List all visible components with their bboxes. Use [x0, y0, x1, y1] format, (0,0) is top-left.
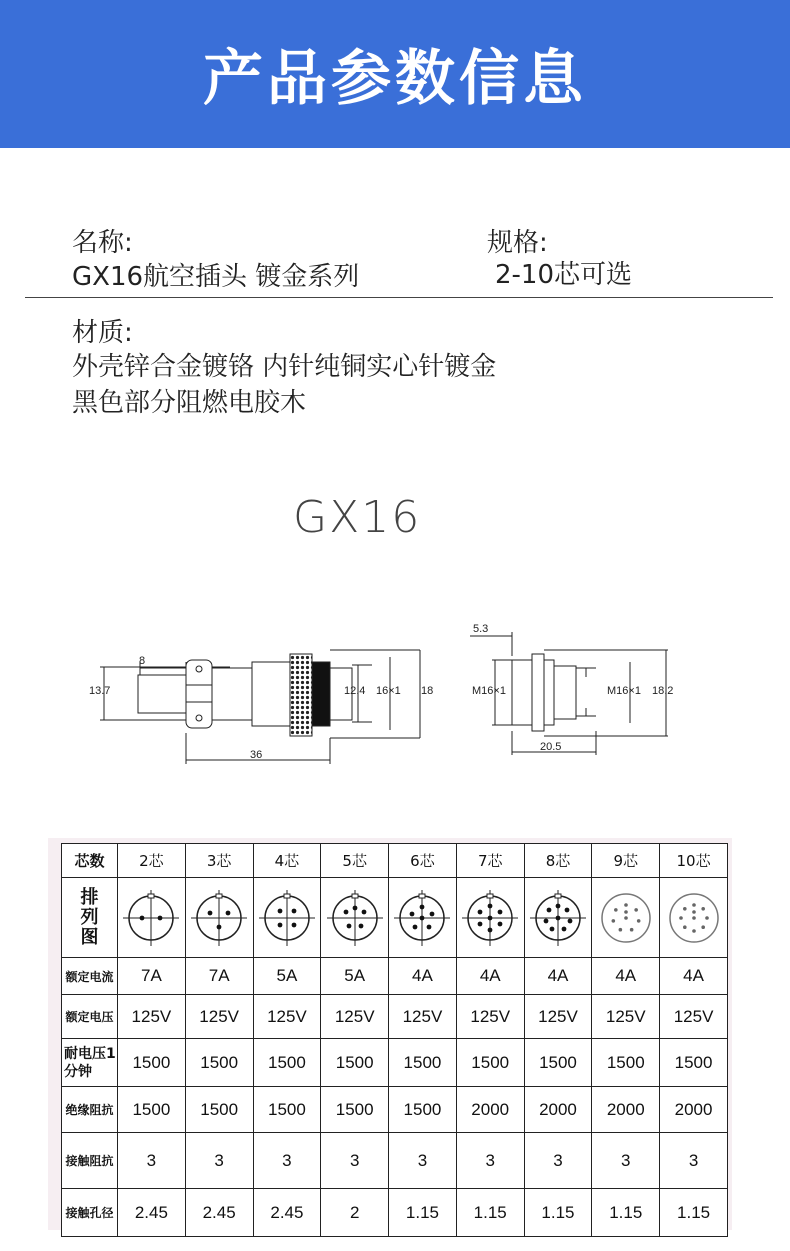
table-cell: 4A — [592, 958, 660, 995]
table-cell: 1.15 — [592, 1189, 660, 1237]
table-cell: 125V — [253, 995, 321, 1039]
table-cell: 4A — [456, 958, 524, 995]
table-cell: 3 — [321, 1133, 389, 1189]
pin-dot — [701, 907, 705, 911]
pin-dot — [618, 927, 622, 931]
pin-dot — [478, 909, 483, 914]
page-title: 产品参数信息 — [203, 44, 587, 114]
table-row — [62, 878, 728, 958]
pin-dot — [343, 909, 348, 914]
table-cell: 1.15 — [660, 1189, 728, 1237]
dim-5-3: 5.3 — [473, 623, 489, 635]
spec-table — [61, 843, 728, 1237]
core-header: 8芯 — [524, 844, 592, 878]
pin-layout-cell — [389, 878, 457, 958]
dim-16x1: 16×1 — [376, 685, 401, 697]
pin-layout-cell — [592, 878, 660, 958]
key-notch — [148, 894, 154, 898]
table-cell: 125V — [118, 995, 186, 1039]
table-row — [62, 844, 728, 878]
table-cell: 125V — [592, 995, 660, 1039]
key-notch — [352, 894, 358, 898]
core-header: 9芯 — [592, 844, 660, 878]
dim-18: 18 — [421, 685, 434, 697]
table-cell: 125V — [660, 995, 728, 1039]
pin-dot — [413, 924, 418, 929]
pin-dot — [705, 916, 709, 920]
key-notch — [419, 894, 425, 898]
pin-dot — [683, 925, 687, 929]
table-cell: 1500 — [118, 1087, 186, 1133]
table-cell: 1500 — [389, 1087, 457, 1133]
table-cell: 7A — [185, 958, 253, 995]
pin-layout-icon — [189, 888, 249, 948]
pin-layout-cell — [456, 878, 524, 958]
table-cell: 4A — [389, 958, 457, 995]
pin-layout-cell — [660, 878, 728, 958]
table-cell: 3 — [389, 1133, 457, 1189]
dimension-drawings — [0, 610, 790, 780]
name-label: 名称: — [72, 228, 133, 258]
pin-dot — [278, 908, 283, 913]
pin-dot — [292, 908, 297, 913]
pin-layout-icon — [257, 888, 317, 948]
table-row — [62, 1039, 728, 1087]
pin-layout-cell — [118, 878, 186, 958]
pin-dot — [692, 903, 696, 907]
pin-layout-cell — [253, 878, 321, 958]
pin-dot — [614, 908, 618, 912]
pin-layout-icon — [664, 888, 724, 948]
table-cell: 2.45 — [118, 1189, 186, 1237]
pin-dot — [556, 903, 561, 908]
pin-dot — [556, 915, 561, 920]
pin-dot — [568, 918, 573, 923]
core-header: 4芯 — [253, 844, 321, 878]
header-cores-label: 芯数 — [62, 844, 118, 878]
table-cell: 3 — [118, 1133, 186, 1189]
core-header: 7芯 — [456, 844, 524, 878]
core-header: 5芯 — [321, 844, 389, 878]
pin-dot — [208, 910, 213, 915]
core-header: 10芯 — [660, 844, 728, 878]
pin-dot — [547, 907, 552, 912]
table-cell: 4A — [524, 958, 592, 995]
spec-label: 规格: — [487, 228, 548, 258]
table-cell: 2000 — [660, 1087, 728, 1133]
table-cell: 1.15 — [456, 1189, 524, 1237]
table-cell: 1500 — [185, 1087, 253, 1133]
pin-layout-icon — [325, 888, 385, 948]
layout-label: 排 列 图 — [62, 878, 118, 958]
table-cell: 125V — [456, 995, 524, 1039]
pin-dot — [498, 909, 503, 914]
table-cell: 1500 — [389, 1039, 457, 1087]
divider — [25, 297, 773, 298]
table-cell: 1500 — [592, 1039, 660, 1087]
pin-layout-cell — [185, 878, 253, 958]
pin-dot — [692, 916, 696, 920]
dim-m16-b: M16×1 — [607, 685, 641, 697]
table-cell: 125V — [185, 995, 253, 1039]
pin-dot — [217, 924, 222, 929]
table-row — [62, 958, 728, 995]
table-cell: 2000 — [592, 1087, 660, 1133]
pin-dot — [683, 907, 687, 911]
plug-drawing — [100, 650, 420, 764]
table-cell: 1500 — [253, 1087, 321, 1133]
table-row — [62, 1189, 728, 1237]
table-cell: 5A — [321, 958, 389, 995]
model-title: GX16 — [293, 492, 422, 543]
table-cell: 3 — [524, 1133, 592, 1189]
table-cell: 3 — [253, 1133, 321, 1189]
row-label: 额定电流 — [62, 958, 118, 995]
pin-dot — [637, 919, 641, 923]
pin-dot — [420, 915, 425, 920]
pin-dot — [410, 911, 415, 916]
dim-20-5: 20.5 — [540, 741, 562, 753]
table-cell: 5A — [253, 958, 321, 995]
pin-dot — [292, 922, 297, 927]
pin-layout-icon — [460, 888, 520, 948]
pin-dot — [701, 925, 705, 929]
dim-36: 36 — [250, 749, 263, 761]
pin-dot — [550, 926, 555, 931]
pin-dot — [427, 924, 432, 929]
table-cell: 3 — [592, 1133, 660, 1189]
table-cell: 125V — [321, 995, 389, 1039]
pin-dot — [692, 910, 696, 914]
pin-dot — [278, 922, 283, 927]
table-row — [62, 1087, 728, 1133]
material-line-2: 黑色部分阻燃电胶木 — [72, 388, 307, 418]
table-cell: 1500 — [524, 1039, 592, 1087]
pin-dot — [565, 907, 570, 912]
material-label: 材质: — [72, 318, 133, 348]
pin-layout-cell — [524, 878, 592, 958]
material-line-1: 外壳锌合金镀铬 内针纯铜实心针镀金 — [72, 352, 497, 382]
table-cell: 1500 — [660, 1039, 728, 1087]
pin-dot — [611, 919, 615, 923]
dim-18-2: 18.2 — [652, 685, 674, 697]
table-cell: 7A — [118, 958, 186, 995]
table-cell: 2000 — [456, 1087, 524, 1133]
pin-dot — [478, 921, 483, 926]
table-row — [62, 995, 728, 1039]
pin-dot — [679, 916, 683, 920]
pin-dot — [420, 904, 425, 909]
row-label: 绝缘阻抗 — [62, 1087, 118, 1133]
core-header: 2芯 — [118, 844, 186, 878]
pin-dot — [624, 903, 628, 907]
table-cell: 4A — [660, 958, 728, 995]
table-cell: 3 — [456, 1133, 524, 1189]
table-cell: 1.15 — [524, 1189, 592, 1237]
key-notch — [216, 894, 222, 898]
pin-layout-cell — [321, 878, 389, 958]
table-cell: 2000 — [524, 1087, 592, 1133]
pin-dot — [430, 911, 435, 916]
core-header: 6芯 — [389, 844, 457, 878]
table-cell: 2.45 — [185, 1189, 253, 1237]
pin-layout-icon — [121, 888, 181, 948]
name-value: GX16航空插头 镀金系列 — [72, 262, 360, 292]
pin-dot — [624, 916, 628, 920]
pin-dot — [634, 908, 638, 912]
dim-m16-a: M16×1 — [472, 685, 506, 697]
pin-layout-icon — [596, 888, 656, 948]
key-notch — [487, 894, 493, 898]
core-header: 3芯 — [185, 844, 253, 878]
pin-dot — [358, 923, 363, 928]
table-cell: 1500 — [118, 1039, 186, 1087]
pin-dot — [352, 905, 357, 910]
table-cell: 1500 — [253, 1039, 321, 1087]
pin-dot — [488, 927, 493, 932]
row-label: 额定电压 — [62, 995, 118, 1039]
pin-dot — [624, 910, 628, 914]
table-row — [62, 1133, 728, 1189]
table-cell: 3 — [660, 1133, 728, 1189]
dim-12-4: 12.4 — [344, 685, 366, 697]
row-label: 接触阻抗 — [62, 1133, 118, 1189]
pin-dot — [498, 921, 503, 926]
row-label: 接触孔径 — [62, 1189, 118, 1237]
pin-dot — [346, 923, 351, 928]
dim-8: 8 — [139, 655, 146, 667]
table-cell: 1500 — [456, 1039, 524, 1087]
pin-dot — [488, 903, 493, 908]
table-cell: 125V — [389, 995, 457, 1039]
spec-value: 2-10芯可选 — [495, 260, 633, 290]
dim-13-7: 13.7 — [89, 685, 111, 697]
pin-dot — [158, 915, 163, 920]
table-cell: 2 — [321, 1189, 389, 1237]
title-banner — [0, 0, 790, 148]
pin-dot — [361, 909, 366, 914]
table-cell: 1500 — [321, 1087, 389, 1133]
spec-table-panel — [48, 838, 732, 1230]
pin-dot — [226, 910, 231, 915]
pin-dot — [140, 915, 145, 920]
table-cell: 1500 — [321, 1039, 389, 1087]
table-cell: 2.45 — [253, 1189, 321, 1237]
pin-dot — [692, 929, 696, 933]
pin-dot — [630, 927, 634, 931]
key-notch — [555, 894, 561, 898]
pin-dot — [562, 926, 567, 931]
key-notch — [284, 894, 290, 898]
table-cell: 1500 — [185, 1039, 253, 1087]
pin-dot — [488, 915, 493, 920]
table-cell: 1.15 — [389, 1189, 457, 1237]
pin-layout-icon — [392, 888, 452, 948]
table-cell: 3 — [185, 1133, 253, 1189]
table-cell: 125V — [524, 995, 592, 1039]
pin-layout-icon — [528, 888, 588, 948]
pin-dot — [544, 918, 549, 923]
row-label: 耐电压1分钟 — [62, 1039, 118, 1087]
